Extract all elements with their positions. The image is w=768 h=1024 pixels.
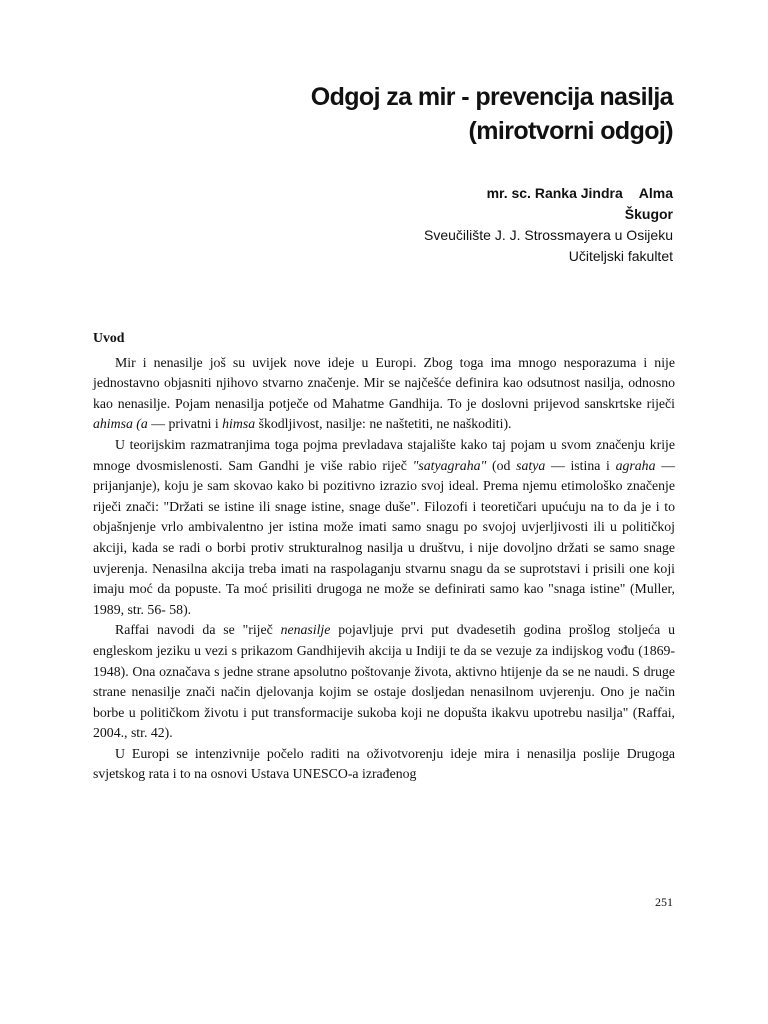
page-number: 251 <box>655 895 673 909</box>
paragraph-4: U Europi se intenzivnije počelo raditi na oživotvorenju ideje mira i nenasilja poslije Drugoga svjetskog rata i to na osnovi Ustava UNESCO-a izrađenog <box>93 745 675 782</box>
author-names <box>273 183 673 204</box>
paragraph-1: Mir i nenasilje još su uvijek nove ideje u Europi. Zbog toga ima mnogo nesporazuma i nije jednostavno objasniti njihovo stvarno značenje. Mir se najčešće definira kao odsutnost nasilja, odnosno kao nenasilje. Pojam nenasilja potječe od Mahatme Gandhija. To je doslovni prijevod sanskrtske riječi ahimsa (a — privatni i himsa škodljivost, nasilje: ne naštetiti, ne naškoditi). <box>93 354 675 432</box>
paragraph-3: Raffai navodi da se "riječ nenasilje pojavljuje prvi put dvadesetih godina prošlog stoljeća u engleskom jeziku u vezi s prikazom Gandhijevih akcija u Indiji te da se vezuje za indijskog vođu (1869-1948). Ona označava s jedne strane apsolutno poštovanje života, aktivno htijenje da se ne naudi. S druge strane nenasilje znači način djelovanja kojim se ostaje dosljedan nenasilnom uvjerenju. Ono je način borbe u političkom životu i put transformacije sukoba koji ne dopušta ikakvu upotrebu nasilja" (Raffai, 2004., str. 42). <box>93 622 675 741</box>
article-body <box>93 328 675 785</box>
affiliation-university: Sveučilište J. J. Strossmayera u Osijeku <box>424 227 673 243</box>
document-title <box>113 80 673 148</box>
author-2-last: Škugor <box>624 206 673 222</box>
paragraph-2: U teorijskim razmatranjima toga pojma prevladava stajalište kako taj pojam u svom značenju krije mnoge dvosmislenosti. Sam Gandhi je više rabio riječ "satyagraha" (od satya — istina i agraha — prijanjanje), koju je sam skovao kako bi pozitivno izrazio svoj ideal. Prema njemu etimološko značenje riječi znači: "Držati se istine ili snage istine, snage duše". Filozofi i teoretičari upućuju na to da je i to objašnjenje vrlo ambivalentno jer istina može imati samo snagu po svojoj uvjerljivosti ili u političkoj akciji, kada se radi o borbi protiv strukturalnog nasilja u društvu, i nije dovoljno držati se samo snage uvjerenja. Nenasilna akcija treba imati na raspolaganju stvarnu snagu da se suprotstavi i prisili one koji imaju moć da popuste. Ta moć prisiliti drugoga ne može se definirati samo kao "snaga istine" (Muller, 1989, str. 56- 58). <box>93 436 675 617</box>
author-block <box>273 183 673 267</box>
section-heading: Uvod <box>93 330 125 345</box>
affiliation-faculty: Učiteljski fakultet <box>568 248 673 264</box>
title-line-1: Odgoj za mir - prevencija nasilja <box>310 83 673 111</box>
author-2-first: Alma <box>638 185 673 201</box>
author-1: mr. sc. Ranka Jindra <box>486 185 623 201</box>
title-line-2: (mirotvorni odgoj) <box>468 117 673 145</box>
